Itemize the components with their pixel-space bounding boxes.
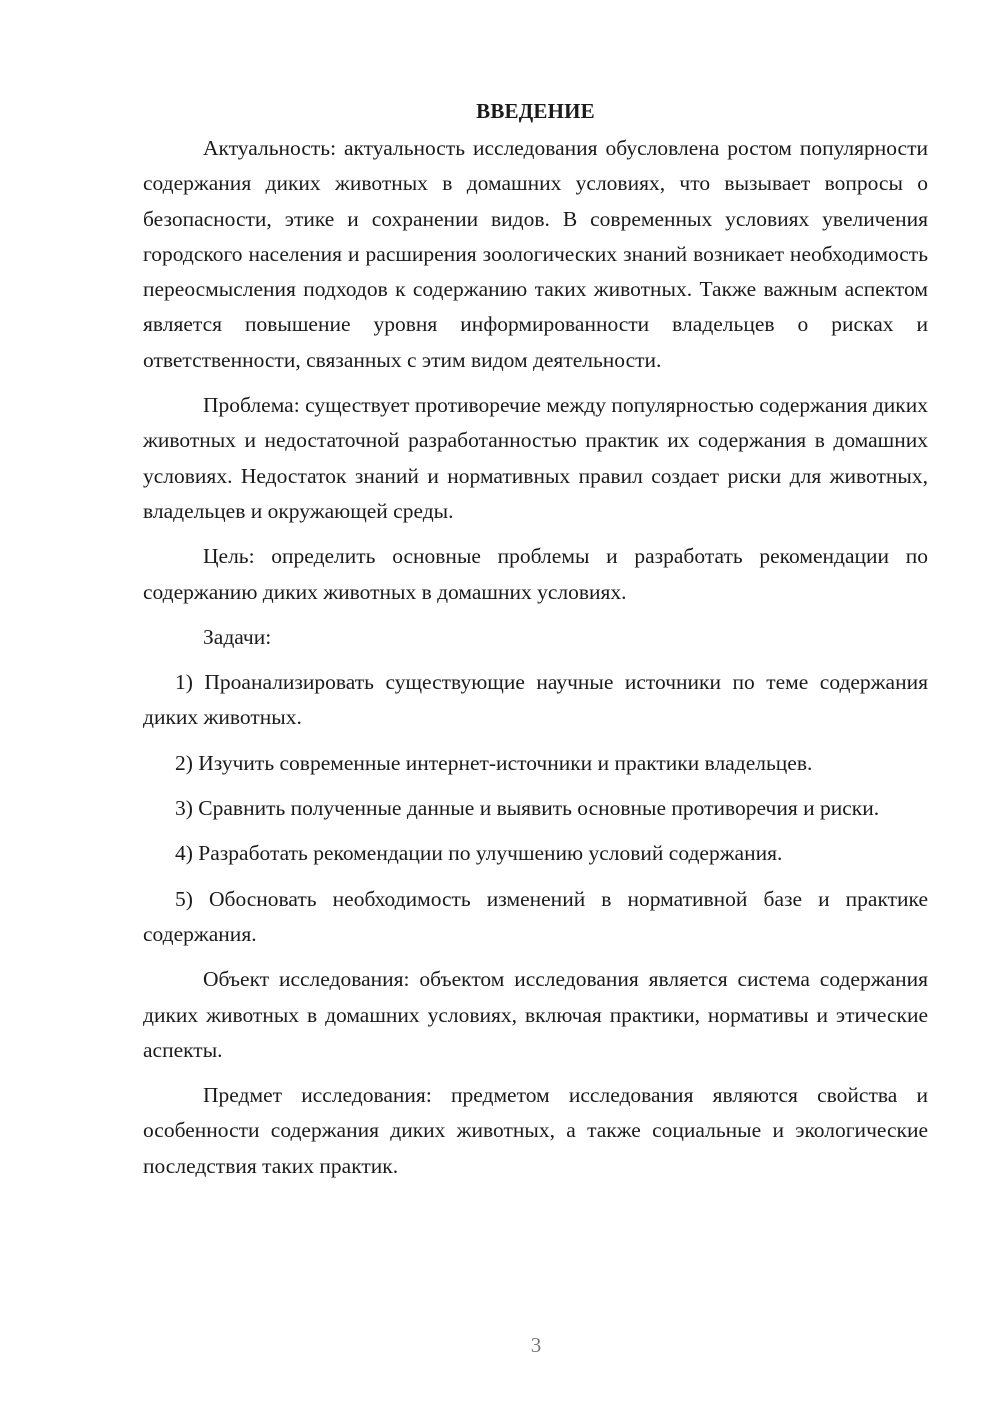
page-number: 3: [530, 1333, 542, 1357]
research-object-paragraph: Объект исследования: объектом исследования является система содержания диких животных в домашних условиях, включая практики, нормативы и этические аспекты.: [143, 967, 928, 1062]
problem-paragraph: Проблема: существует противоречие между популярностью содержания диких животных и недостаточной разработанностью практик их содержания в домашних условиях. Недостаток знаний и нормативных правил создает риски для животных, владельцев и окружающей среды.: [143, 393, 928, 523]
task-item-4: 4) Разработать рекомендации по улучшению условий содержания.: [175, 841, 783, 866]
tasks-label: Задачи:: [203, 624, 272, 649]
page-content: [143, 96, 928, 1194]
research-subject-paragraph: Предмет исследования: предметом исследования являются свойства и особенности содержания диких животных, а также социальные и экологические последствия таких практик.: [143, 1083, 928, 1178]
task-item-2: 2) Изучить современные интернет-источники и практики владельцев.: [175, 750, 813, 775]
task-item-1: 1) Проанализировать существующие научные источники по теме содержания диких животных.: [143, 670, 928, 730]
section-heading: ВВЕДЕНИЕ: [476, 99, 595, 123]
task-item-5: 5) Обосновать необходимость изменений в нормативной базе и практике содержания.: [143, 886, 928, 946]
task-item-3: 3) Сравнить полученные данные и выявить основные противоречия и риски.: [175, 796, 880, 821]
relevance-paragraph: Актуальность: актуальность исследования обусловлена ростом популярности содержания диких животных в домашних условиях, что вызывает вопросы о безопасности, этике и сохранении видов. В современных условиях увеличения городского населения и расширения зоологических знаний возникает необходимость переосмысления подходов к содержанию таких животных. Также важным аспектом является повышение уровня информированности владельцев о рисках и ответственности, связанных с этим видом деятельности.: [143, 136, 928, 372]
goal-paragraph: Цель: определить основные проблемы и разработать рекомендации по содержанию диких животных в домашних условиях.: [143, 544, 928, 604]
